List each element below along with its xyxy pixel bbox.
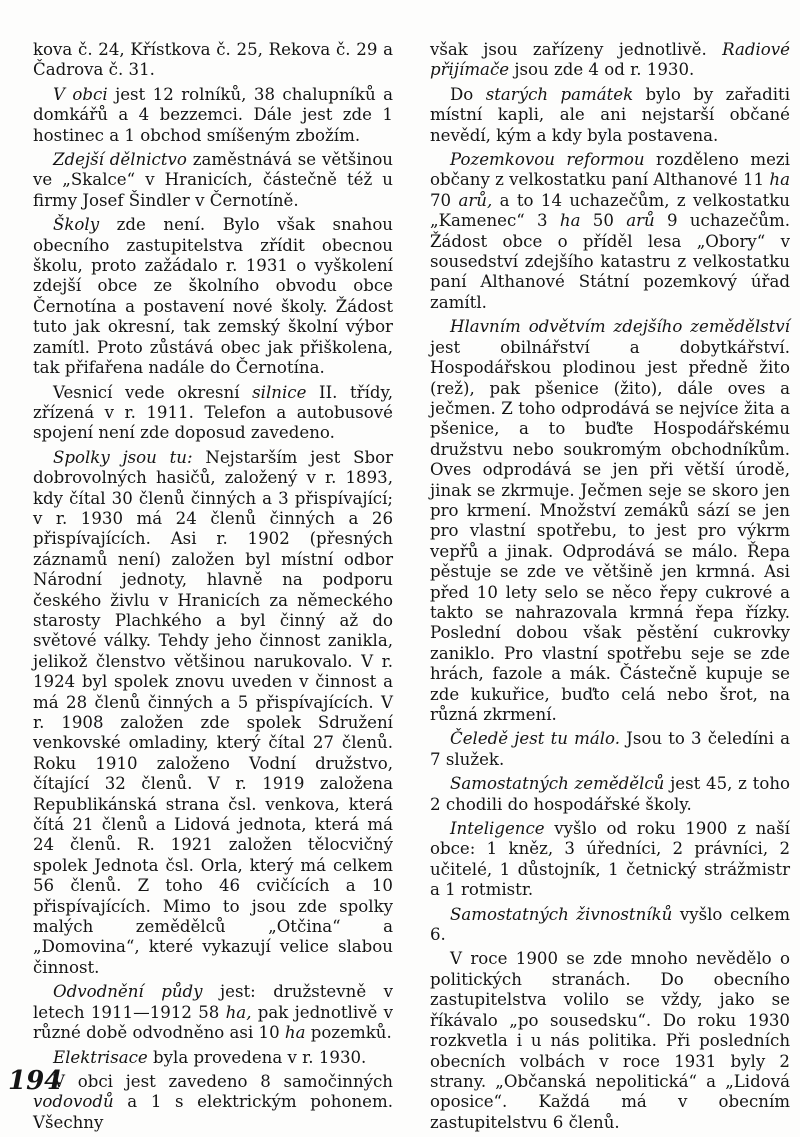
italic-term: V obci — [53, 84, 108, 104]
italic-term: vodovodů — [33, 1092, 114, 1112]
italic-term: Školy — [53, 215, 100, 235]
text-run: II. třídy, zřízená v r. 1911. Telefon a autobusové spojení není zde doposud zavedeno. — [33, 382, 393, 443]
text-run: Jsou to 3 čeledíni a 7 služek. — [430, 729, 790, 769]
italic-term: Hlavním odvětvím zdejšího zemědělství — [450, 317, 790, 337]
paragraph — [430, 317, 790, 725]
italic-term: Pozemkovou reformou — [450, 150, 645, 170]
text-run: 50 — [580, 211, 627, 231]
text-run: kova č. 24, Křístkova č. 25, Rekova č. 29 a Čadrova č. 31. — [33, 40, 393, 80]
italic-term: Inteligence — [450, 819, 545, 839]
text-run: zde není. Bylo však snahou obecního zastupitelstva zřídit obecnou školu, proto zažádalo r. 1931 o vyškolení zdejší obce ze školního obvodu obce Černotína a postavení nové školy. Žádost tuto jak okresní, tak zemský školní výbor zamítl. Proto zůstává obec jak přiškolena, tak přifařena nadále do Černotína. — [33, 215, 393, 378]
italic-term: Spolky jsou tu: — [53, 447, 193, 467]
paragraph — [33, 40, 393, 81]
text-run: pozemků. — [305, 1023, 392, 1043]
text-run: V roce 1900 se zde mnoho nevědělo o politických stranách. Do obecního zastupitelstva volilo se vždy, jako se říkávalo „po sousedsku“. Do roku 1930 rozkvetla i u nás politika. Při posledních obecních volbách v roce 1931 byly 2 strany. „Občanská nepolitická“ a „Lidová oposice“. Každá má v obecním zastupitelstvu 6 členů. — [430, 949, 790, 1132]
paragraph — [430, 774, 790, 815]
text-run: 70 — [430, 190, 459, 210]
text-run: jest 12 rolníků, 38 chalupníků a domkářů a 4 bezzemci. Dále jest zde 1 hostinec a 1 obchod smíšeným zbožím. — [33, 84, 393, 145]
paragraph — [33, 215, 393, 378]
paragraph — [430, 819, 790, 901]
text-run: však jsou zařízeny jednotlivě. — [430, 40, 723, 59]
italic-term: ha — [769, 170, 790, 190]
text-run: zaměstnává se většinou ve „Skalce“ v Hranicích, částečně též u firmy Josef Šindler v Černotíně. — [33, 150, 393, 210]
left-column — [33, 40, 393, 1137]
text-run: Nejstarším jest Sbor dobrovolných hasičů, založený v r. 1893, kdy čítal 30 členů činných a 3 přispívající; v r. 1930 má 24 členů činných a 26 přispívajících. Asi r. 1902 (přesných záznamů není) založen byl místní odbor Národní jednoty, hlavně na podporu českého živlu v Hranicích za německého starosty Plachkého a byl činný až do světové války. Tehdy jeho činnost zanikla, jelikož členstvo většinou narukovalo. V r. 1924 byl spolek znovu uveden v činnost a má 28 členů činných a 5 přispívajících. V r. 1908 založen zde spolek Sdružení venkovské omladiny, který čítal 27 členů. Roku 1910 založeno Vodní družstvo, čítající 32 členů. V r. 1919 založena Republikánská strana čsl. venkova, která čítá 21 členů a Lidová jednota, která má 24 členů. R. 1921 založen tělocvičný spolek Jednota čsl. Orla, který má celkem 56 členů. Z toho 46 cvičících a 10 přispívajících. Mimo to jsou zde spolky malých zemědělců „Otčina“ a „Domovina“, které vykazují velice slabou činnost. — [33, 447, 393, 977]
paragraph — [33, 383, 393, 444]
italic-term: Samostatných živnostníků — [450, 904, 673, 924]
paragraph — [430, 905, 790, 946]
paragraph — [33, 1072, 393, 1133]
italic-term: ha — [284, 1023, 306, 1043]
paragraph — [33, 982, 393, 1043]
text-run: byla provedena v r. 1930. — [147, 1047, 367, 1067]
text-run: 9 uchazečům. Žádost obce o příděl lesa „Obory“ v sousedství zdejšího katastru z velkostatku paní Althanové Státní pozemkový úřad zamítl. — [430, 211, 790, 312]
italic-term: Elektrisace — [53, 1047, 148, 1067]
text-run: rozděleno mezi občany z velkostatku paní Althanové 11 — [430, 150, 790, 190]
italic-term: Zdejší dělnictvo — [53, 150, 187, 170]
italic-term: arů, — [458, 190, 493, 210]
paragraph — [430, 150, 790, 313]
paragraph — [33, 85, 393, 146]
paragraph — [430, 40, 790, 81]
text-run: jest: družstevně v letech 1911—1912 58 — [33, 982, 394, 1022]
text-run: V obci jest zavedeno 8 samočinných — [53, 1071, 393, 1091]
text-run: a to 14 uchazečům, z velkostatku „Kamenec“ 3 — [430, 190, 790, 231]
italic-term: ha — [559, 211, 581, 231]
page-number: 194 — [8, 1066, 63, 1096]
right-column — [430, 40, 790, 1137]
paragraph — [430, 85, 790, 146]
text-run: a 1 s elektrickým pohonem. Všechny — [33, 1092, 393, 1132]
italic-term: Radiové přijímače — [430, 40, 790, 80]
text-run: pak jednotlivě v různé době odvodněno asi 10 — [33, 1002, 393, 1043]
italic-term: silnice — [252, 382, 307, 402]
paragraph — [430, 949, 790, 1133]
text-run: jest 45, z toho 2 chodili do hospodářské školy. — [430, 774, 790, 814]
italic-term: arů — [626, 211, 655, 231]
italic-term: Samostatných zemědělců — [450, 774, 665, 794]
paragraph — [430, 729, 790, 770]
text-run: jest obilnářství a dobytkářství. Hospodářskou plodinou jest předně žito (rež), pak pšenice (žito), dále oves a ječmen. Z toho odprodává se nejvíce žita a pšenice, a to buďte Hospodářskému družstvu nebo soukromým obchodníkům. Oves odprodává se jen při větší úrodě, jinak se zkrmuje. Ječmen seje se skoro jen pro krmení. Množství zemáků sází se jen pro vlastní spotřebu, to jest pro výkrm vepřů a jinak. Odprodává se málo. Řepa pěstuje se zde ve většině jen krmná. Asi před 10 lety selo se něco řepy cukrové a takto se nahrazovala krmná řepa řízky. Poslední dobou však pěstění cukrovky zaniklo. Pro vlastní spotřebu seje se zde hrách, fazole a mák. Částečně kupuje se zde kukuřice, buďto celá nebo šrot, na různá zkrmení. — [430, 337, 790, 724]
paragraph — [33, 448, 393, 979]
text-run: vyšlo celkem 6. — [430, 904, 790, 945]
text-run: Do — [450, 84, 486, 104]
paragraph — [33, 150, 393, 211]
text-run: Vesnicí vede okresní — [53, 382, 253, 402]
text-run: jsou zde 4 od r. 1930. — [509, 60, 695, 80]
paragraph — [33, 1048, 393, 1068]
italic-term: Odvodnění půdy — [53, 982, 203, 1002]
italic-term: ha, — [225, 1002, 252, 1022]
text-run: bylo by zařaditi místní kapli, ale ani nejstarší občané nevědí, kým a kdy byla postavena. — [430, 84, 791, 145]
italic-term: starých památek — [485, 84, 634, 104]
text-run: vyšlo od roku 1900 z naší obce: 1 kněz, 3 úředníci, 2 právníci, 2 učitelé, 1 důstojník, 1 četnický strážmistr a 1 rotmistr. — [430, 819, 790, 900]
italic-term: Čeledě jest tu málo. — [450, 729, 621, 749]
